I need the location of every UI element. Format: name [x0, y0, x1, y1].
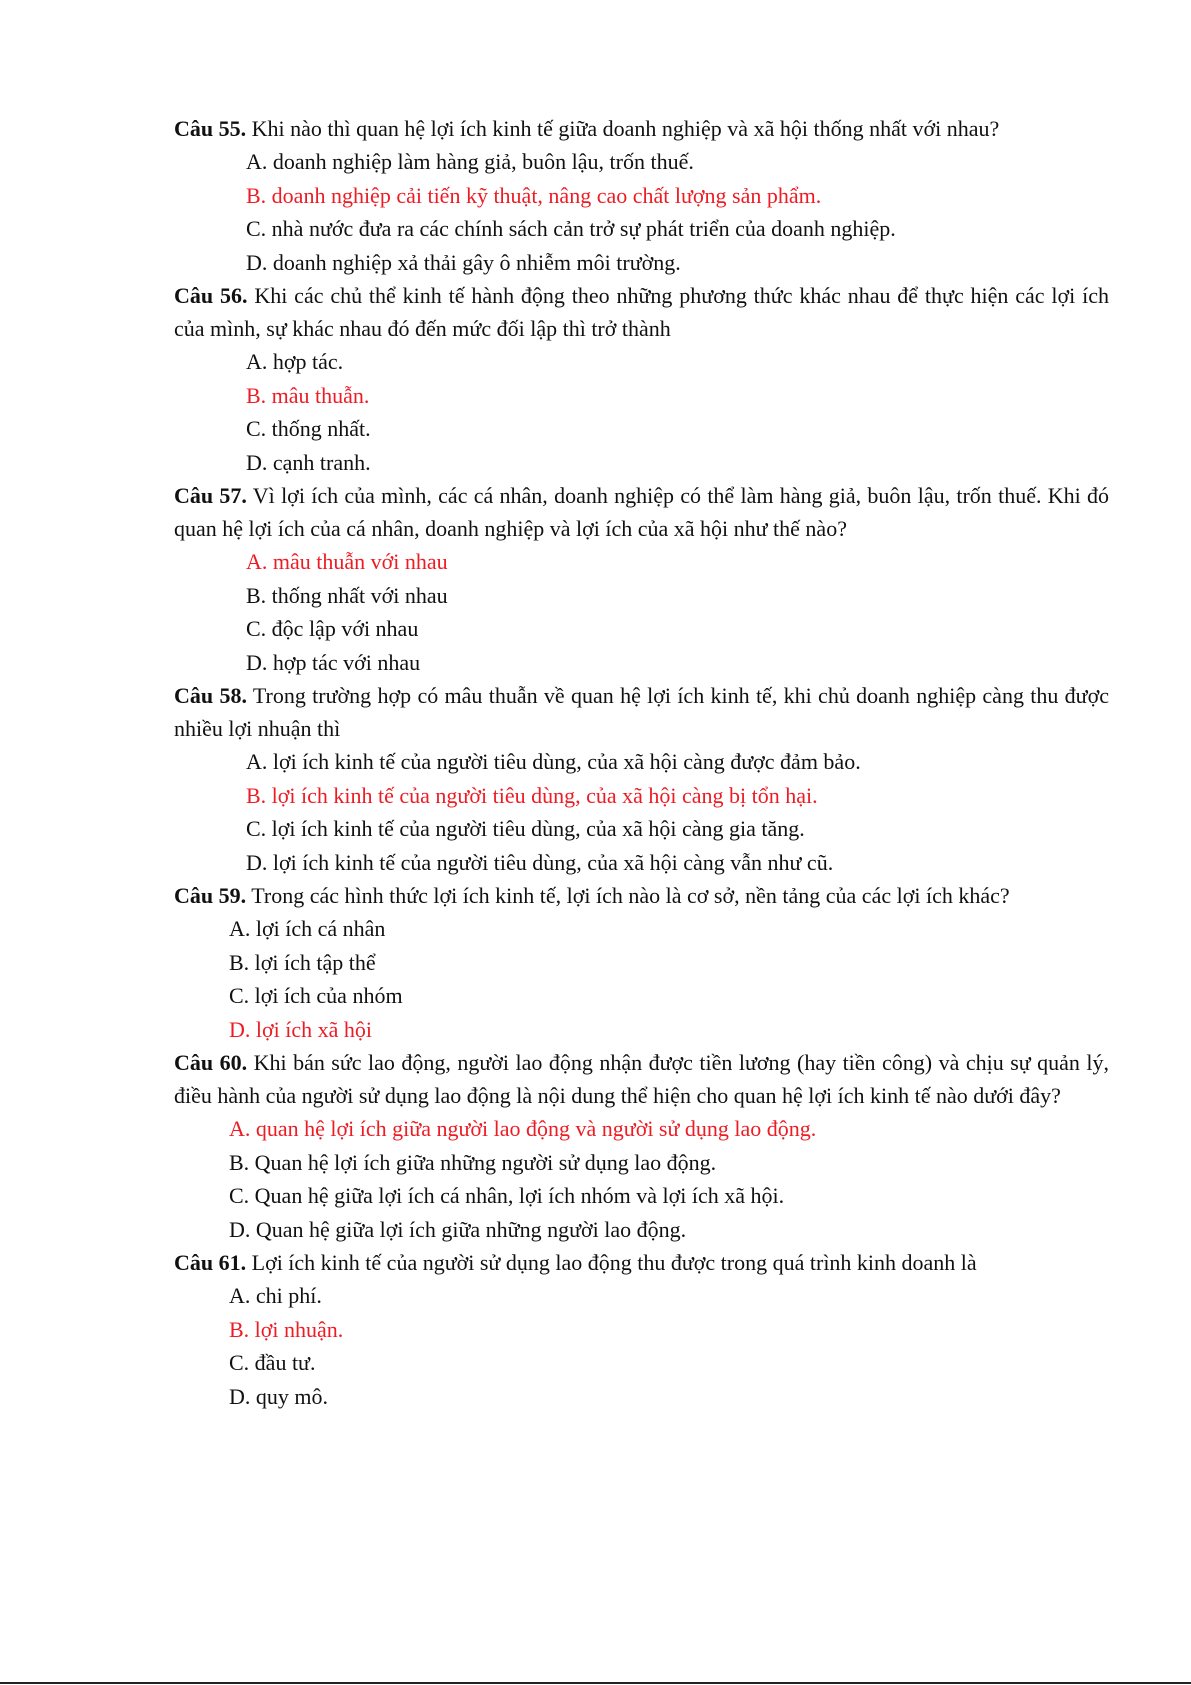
option-b[interactable]: B. lợi ích kinh tế của người tiêu dùng, của xã hội càng bị tổn hại. — [246, 782, 818, 808]
question-text — [174, 679, 1109, 745]
question-body: Trong các hình thức lợi ích kinh tế, lợi ích nào là cơ sở, nền tảng của các lợi ích khác? — [251, 883, 1010, 908]
answer-options — [174, 1279, 1109, 1413]
question-57 — [174, 479, 1109, 679]
option-d[interactable]: D. quy mô. — [229, 1383, 328, 1409]
question-body: Trong trường hợp có mâu thuẫn về quan hệ lợi ích kinh tế, khi chủ doanh nghiệp càng thu được nhiều lợi nhuận thì — [174, 683, 1110, 741]
option-c[interactable]: C. nhà nước đưa ra các chính sách cản trở sự phát triển của doanh nghiệp. — [246, 216, 896, 241]
question-text — [174, 479, 1109, 545]
answer-options — [174, 545, 1109, 679]
option-d[interactable]: D. cạnh tranh. — [246, 449, 371, 475]
question-label: Câu 56. — [174, 283, 248, 308]
option-c[interactable]: C. lợi ích của nhóm — [229, 983, 403, 1008]
option-a[interactable]: A. hợp tác. — [246, 349, 344, 374]
option-c[interactable]: C. thống nhất. — [246, 416, 371, 441]
answer-options — [174, 745, 1109, 879]
option-c[interactable]: C. đầu tư. — [229, 1350, 316, 1375]
option-d[interactable]: D. hợp tác với nhau — [246, 649, 421, 675]
question-text — [174, 879, 1109, 912]
option-a[interactable]: A. chi phí. — [229, 1283, 322, 1308]
option-a[interactable]: A. mâu thuẫn với nhau — [246, 549, 448, 574]
question-body: Lợi ích kinh tế của người sử dụng lao động thu được trong quá trình kinh doanh là — [251, 1250, 977, 1275]
question-label: Câu 61. — [174, 1250, 247, 1275]
option-b[interactable]: B. thống nhất với nhau — [246, 582, 448, 608]
option-c[interactable]: C. lợi ích kinh tế của người tiêu dùng, của xã hội càng gia tăng. — [246, 816, 805, 841]
question-body: Khi bán sức lao động, người lao động nhận được tiền lương (hay tiền công) và chịu sự quản lý, điều hành của người sử dụng lao động là nội dung thể hiện cho quan hệ lợi ích kinh tế nào dưới đây? — [174, 1050, 1110, 1108]
question-body: Khi các chủ thể kinh tế hành động theo những phương thức khác nhau để thực hiện các lợi ích của mình, sự khác nhau đó đến mức đối lập thì trở thành — [174, 283, 1110, 341]
question-label: Câu 57. — [174, 483, 247, 508]
option-a[interactable]: A. lợi ích cá nhân — [229, 916, 386, 941]
question-label: Câu 55. — [174, 116, 247, 141]
option-c[interactable]: C. Quan hệ giữa lợi ích cá nhân, lợi ích nhóm và lợi ích xã hội. — [229, 1183, 785, 1208]
question-60 — [174, 1046, 1109, 1246]
answer-options — [174, 1112, 1109, 1246]
question-label: Câu 60. — [174, 1050, 248, 1075]
option-b[interactable]: B. doanh nghiệp cải tiến kỹ thuật, nâng cao chất lượng sản phẩm. — [246, 182, 822, 208]
page-bottom-rule — [0, 1682, 1191, 1684]
option-b[interactable]: B. lợi nhuận. — [229, 1316, 344, 1342]
option-c[interactable]: C. độc lập với nhau — [246, 616, 419, 641]
question-label: Câu 58. — [174, 683, 247, 708]
question-text — [174, 1046, 1109, 1112]
answer-options — [174, 345, 1109, 479]
option-b[interactable]: B. lợi ích tập thể — [229, 949, 376, 975]
answer-options — [174, 145, 1109, 279]
question-body: Vì lợi ích của mình, các cá nhân, doanh nghiệp có thể làm hàng giả, buôn lậu, trốn thuế. Khi đó quan hệ lợi ích của cá nhân, doanh nghiệp và lợi ích của xã hội như thế nào? — [174, 483, 1110, 541]
option-d[interactable]: D. lợi ích xã hội — [229, 1016, 372, 1042]
question-61 — [174, 1246, 1109, 1413]
question-text — [174, 279, 1109, 345]
question-sheet — [174, 112, 1109, 1413]
question-label: Câu 59. — [174, 883, 247, 908]
option-d[interactable]: D. Quan hệ giữa lợi ích giữa những người lao động. — [229, 1216, 687, 1242]
question-59 — [174, 879, 1109, 1046]
option-b[interactable]: B. mâu thuẫn. — [246, 382, 370, 408]
question-text — [174, 112, 1109, 145]
question-58 — [174, 679, 1109, 879]
question-text — [174, 1246, 1109, 1279]
option-d[interactable]: D. lợi ích kinh tế của người tiêu dùng, của xã hội càng vẫn như cũ. — [246, 849, 834, 875]
question-body: Khi nào thì quan hệ lợi ích kinh tế giữa doanh nghiệp và xã hội thống nhất với nhau? — [251, 116, 1000, 141]
question-55 — [174, 112, 1109, 279]
option-b[interactable]: B. Quan hệ lợi ích giữa những người sử dụng lao động. — [229, 1149, 717, 1175]
question-56 — [174, 279, 1109, 479]
answer-options — [174, 912, 1109, 1046]
option-a[interactable]: A. doanh nghiệp làm hàng giả, buôn lậu, trốn thuế. — [246, 149, 694, 174]
option-a[interactable]: A. quan hệ lợi ích giữa người lao động và người sử dụng lao động. — [229, 1116, 817, 1141]
option-a[interactable]: A. lợi ích kinh tế của người tiêu dùng, của xã hội càng được đảm bảo. — [246, 749, 861, 774]
option-d[interactable]: D. doanh nghiệp xả thải gây ô nhiễm môi trường. — [246, 249, 681, 275]
